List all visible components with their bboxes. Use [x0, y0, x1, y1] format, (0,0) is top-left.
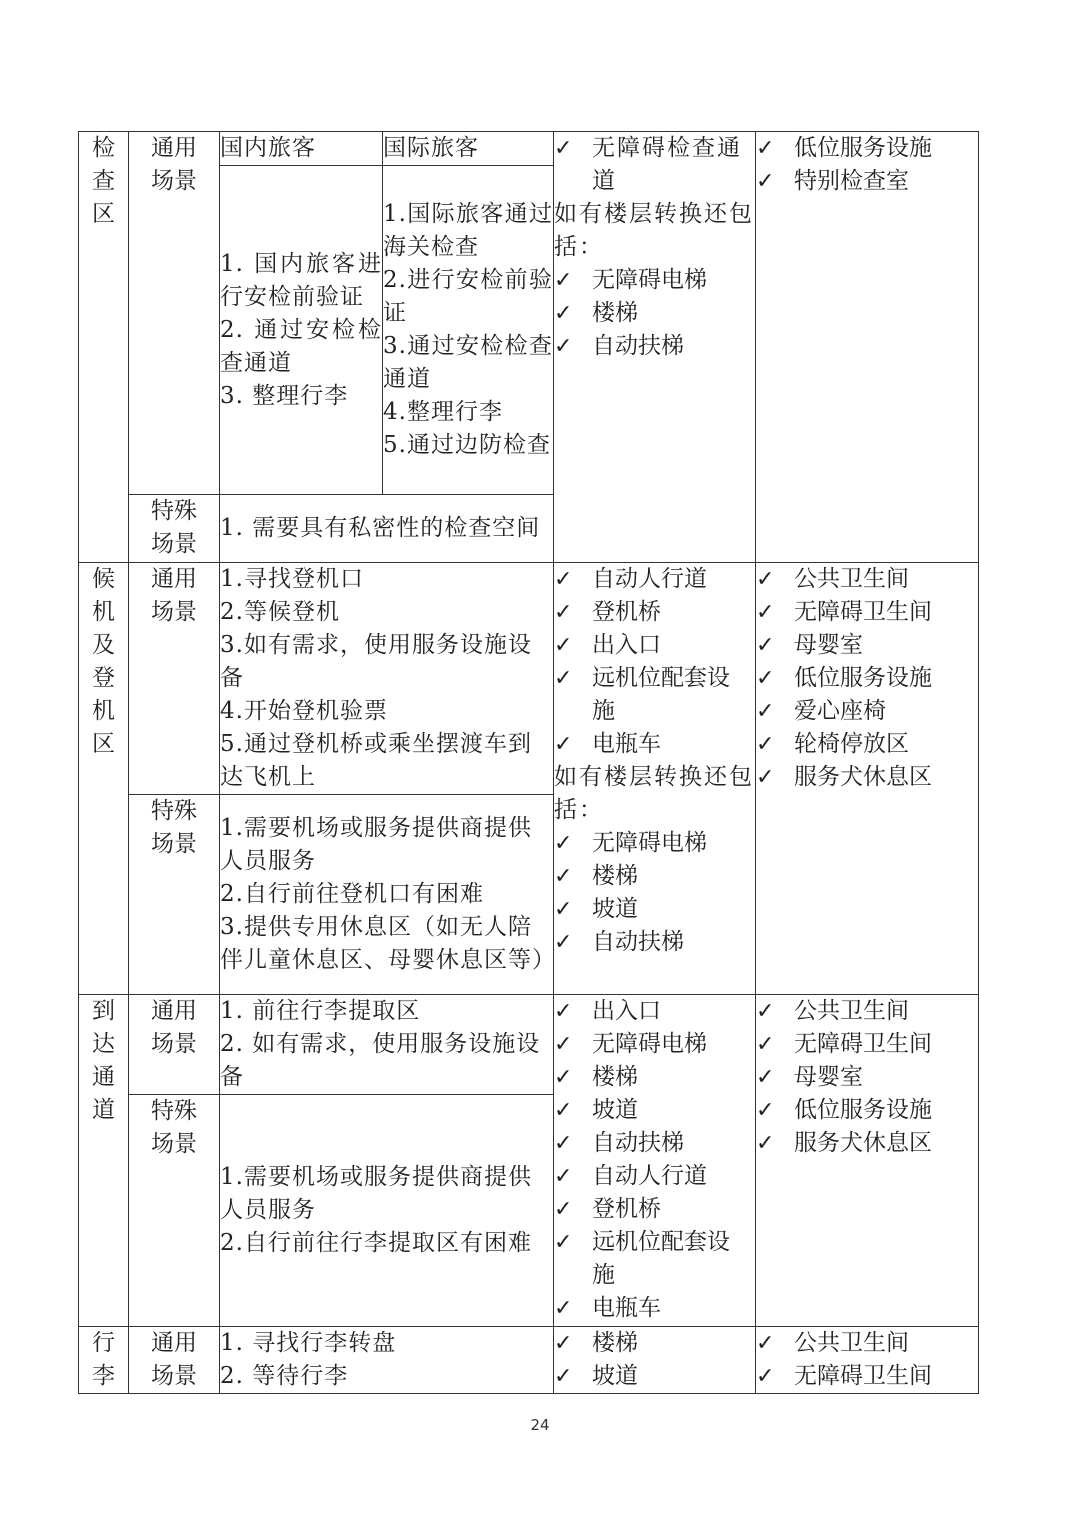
scene-label: 通用场景 — [129, 995, 220, 1095]
special-steps: 1.需要机场或服务提供商提供人员服务 2.自行前往行李提取区有困难 — [220, 1095, 554, 1327]
check-icon: ✓ — [554, 897, 573, 922]
check-icon: ✓ — [554, 999, 573, 1024]
general-steps: 1. 前往行李提取区 2. 如有需求，使用服务设施设备 — [220, 995, 554, 1095]
table-row — [79, 563, 979, 795]
table-row — [79, 132, 979, 166]
check-icon: ✓ — [756, 732, 775, 757]
table-row — [79, 1327, 979, 1394]
check-icon: ✓ — [554, 1065, 573, 1090]
check-icon: ✓ — [756, 1364, 775, 1389]
facilities-cell: ✓ 自动人行道 ✓ 登机桥 ✓ 出入口 ✓ 远机位配套设施 ✓ 电瓶车 如有楼层转换还包括： ✓ 无障碍电梯 ✓ 楼梯 ✓ 坡道 ✓ 自动扶梯 — [554, 563, 756, 995]
services-cell: ✓ 低位服务设施 ✓ 特别检查室 — [756, 132, 979, 563]
scene-label: 特殊场景 — [129, 795, 220, 995]
check-icon: ✓ — [554, 732, 573, 757]
area-cell: 检查区 — [79, 132, 129, 563]
services-cell: ✓ 公共卫生间 ✓ 无障碍卫生间 — [756, 1327, 979, 1394]
page-number: 24 — [530, 1416, 550, 1434]
header-domestic: 国内旅客 — [220, 132, 383, 166]
check-icon: ✓ — [554, 301, 573, 326]
scene-label: 通用场景 — [129, 132, 220, 495]
check-icon: ✓ — [756, 999, 775, 1024]
check-icon: ✓ — [756, 600, 775, 625]
check-icon: ✓ — [554, 930, 573, 955]
check-icon: ✓ — [554, 831, 573, 856]
check-icon: ✓ — [756, 1098, 775, 1123]
special-steps: 1. 需要具有私密性的检查空间 — [220, 495, 554, 563]
check-icon: ✓ — [554, 1364, 573, 1389]
scene-label: 通用场景 — [129, 1327, 220, 1394]
check-icon: ✓ — [554, 1331, 573, 1356]
services-cell: ✓ 公共卫生间 ✓ 无障碍卫生间 ✓ 母婴室 ✓ 低位服务设施 ✓ 爱心座椅 ✓ 轮椅停放区 ✓ 服务犬休息区 — [756, 563, 979, 995]
check-icon: ✓ — [554, 1164, 573, 1189]
area-cell: 候机及登机区 — [79, 563, 129, 995]
check-icon: ✓ — [756, 567, 775, 592]
area-cell: 到达通道 — [79, 995, 129, 1327]
check-icon: ✓ — [554, 1197, 573, 1222]
check-icon: ✓ — [554, 666, 573, 691]
check-icon: ✓ — [554, 136, 573, 161]
special-steps: 1.需要机场或服务提供商提供人员服务 2.自行前往登机口有困难 3.提供专用休息区（如无人陪伴儿童休息区、母婴休息区等） — [220, 795, 554, 995]
check-icon: ✓ — [554, 1032, 573, 1057]
check-icon: ✓ — [554, 600, 573, 625]
check-icon: ✓ — [756, 1331, 775, 1356]
check-icon: ✓ — [554, 1098, 573, 1123]
general-steps: 1.寻找登机口 2.等候登机 3.如有需求，使用服务设施设备 4.开始登机验票 5.通过登机桥或乘坐摆渡车到达飞机上 — [220, 563, 554, 795]
check-icon: ✓ — [756, 1032, 775, 1057]
facilities-cell: ✓ 出入口 ✓ 无障碍电梯 ✓ 楼梯 ✓ 坡道 ✓ 自动扶梯 ✓ 自动人行道 ✓ 登机桥 ✓ 远机位配套设施 ✓ 电瓶车 — [554, 995, 756, 1327]
check-icon: ✓ — [554, 1131, 573, 1156]
check-icon: ✓ — [756, 666, 775, 691]
scene-label: 特殊场景 — [129, 1095, 220, 1327]
check-icon: ✓ — [756, 633, 775, 658]
table-row — [79, 995, 979, 1095]
facilities-cell: ✓ 楼梯 ✓ 坡道 — [554, 1327, 756, 1394]
general-steps: 1. 寻找行李转盘 2. 等待行李 — [220, 1327, 554, 1394]
check-icon: ✓ — [554, 268, 573, 293]
check-icon: ✓ — [554, 334, 573, 359]
check-icon: ✓ — [554, 864, 573, 889]
check-icon: ✓ — [554, 1296, 573, 1321]
domestic-steps: 1. 国内旅客进行安检前验证 2. 通过安检检查通道 3. 整理行李 — [220, 166, 383, 495]
services-cell: ✓ 公共卫生间 ✓ 无障碍卫生间 ✓ 母婴室 ✓ 低位服务设施 ✓ 服务犬休息区 — [756, 995, 979, 1327]
requirements-table — [78, 131, 979, 1394]
check-icon: ✓ — [756, 169, 775, 194]
check-icon: ✓ — [554, 1230, 573, 1255]
facilities-cell: ✓ 无障碍检查通道 如有楼层转换还包括： ✓ 无障碍电梯 ✓ 楼梯 ✓ 自动扶梯 — [554, 132, 756, 563]
scene-label: 通用场景 — [129, 563, 220, 795]
header-international: 国际旅客 — [383, 132, 554, 166]
area-cell: 行李 — [79, 1327, 129, 1394]
check-icon: ✓ — [554, 633, 573, 658]
check-icon: ✓ — [554, 567, 573, 592]
scene-label: 特殊场景 — [129, 495, 220, 563]
check-icon: ✓ — [756, 1131, 775, 1156]
check-icon: ✓ — [756, 1065, 775, 1090]
check-icon: ✓ — [756, 699, 775, 724]
international-steps: 1.国际旅客通过海关检查 2.进行安检前验证 3.通过安检检查通道 4.整理行李 5.通过边防检查 — [383, 166, 554, 495]
check-icon: ✓ — [756, 765, 775, 790]
check-icon: ✓ — [756, 136, 775, 161]
